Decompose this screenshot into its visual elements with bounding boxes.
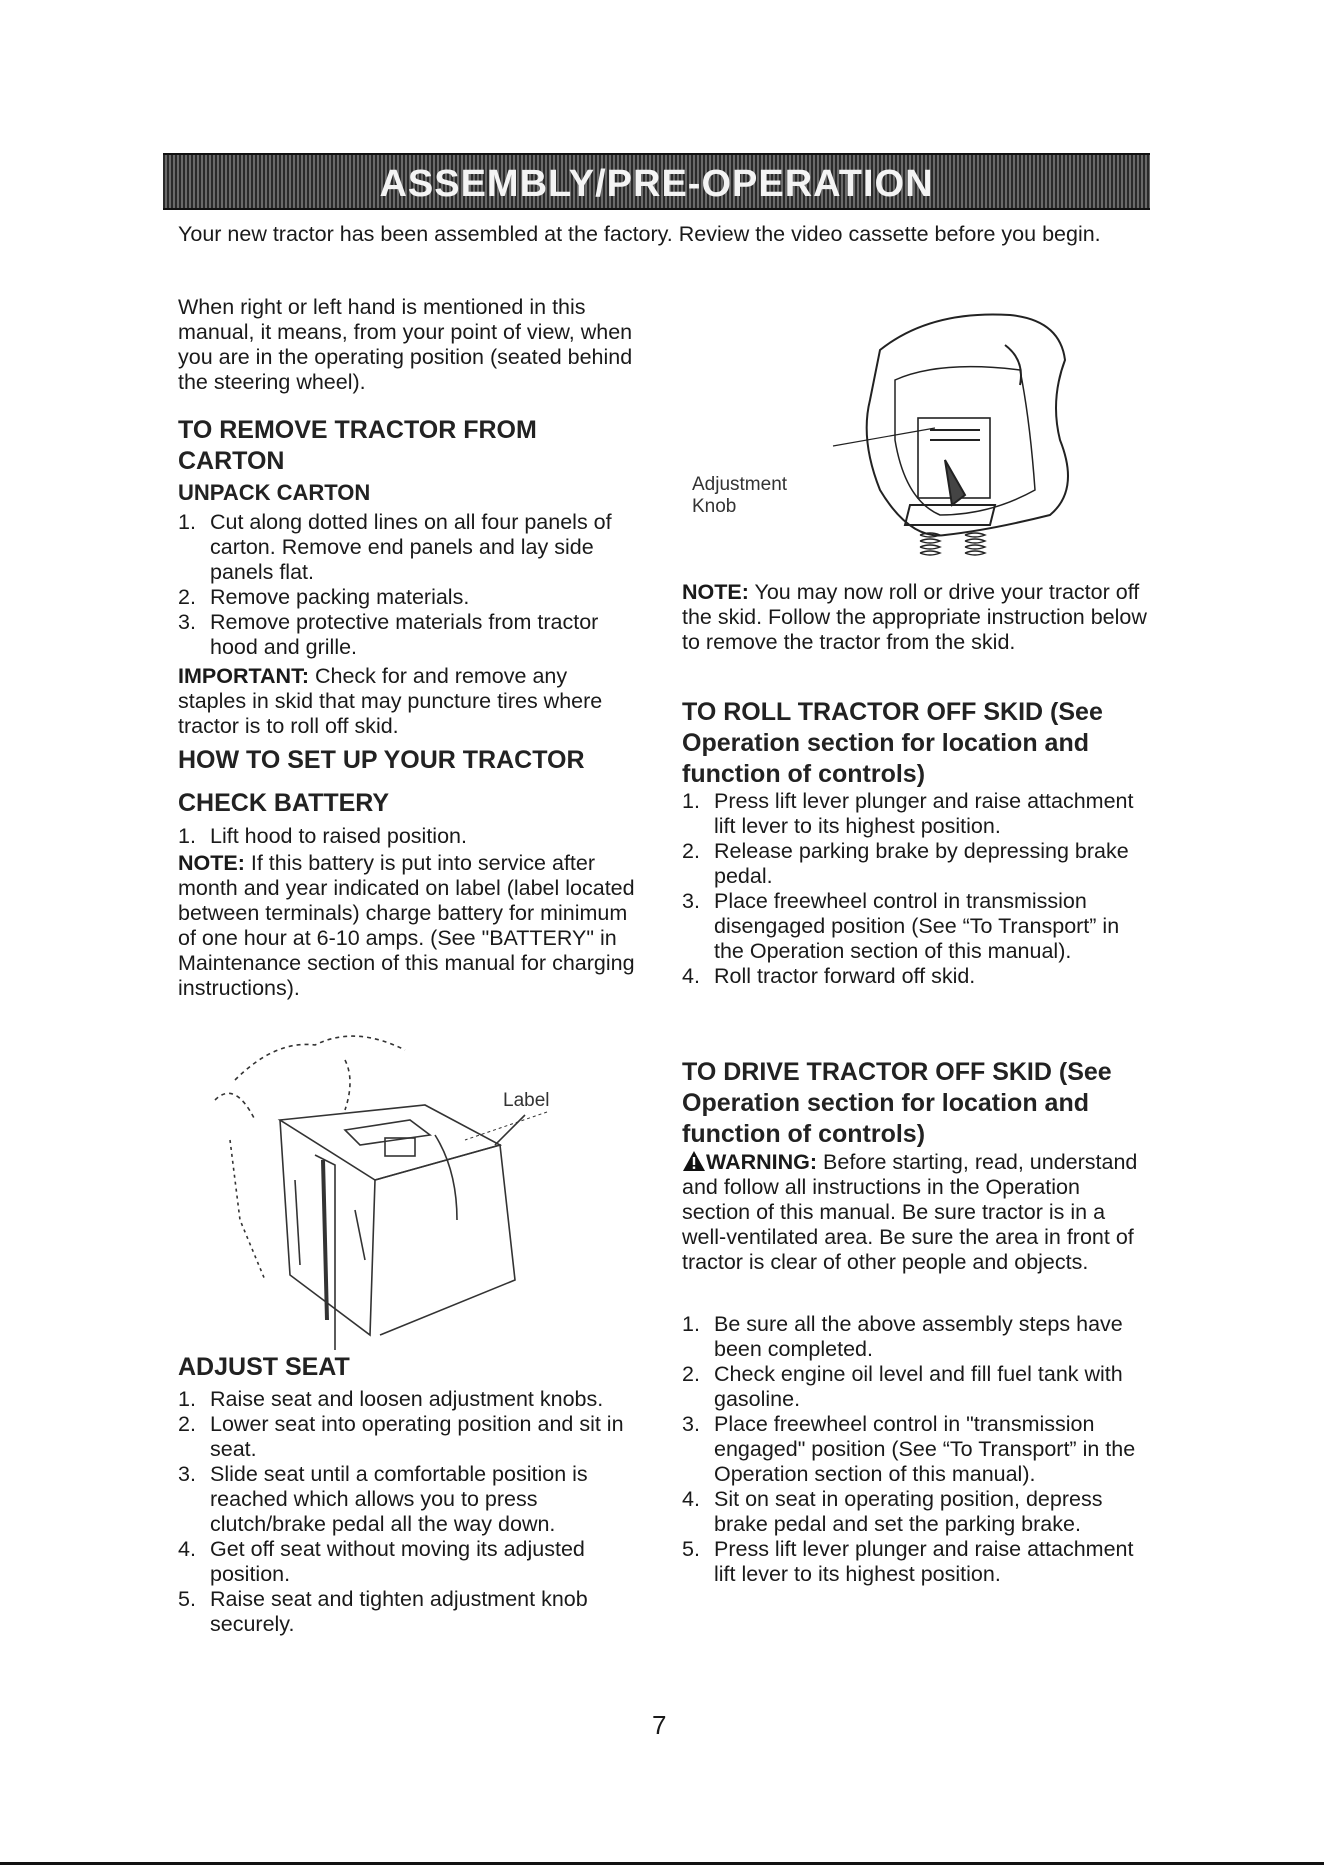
drive-heading: TO DRIVE TRACTOR OFF SKID (See Operation section for location and function of controls)	[682, 1058, 1112, 1148]
section-banner	[163, 153, 1150, 210]
list-item: 1. Raise seat and loosen adjustment knobs.	[178, 1387, 604, 1411]
remove-heading: TO REMOVE TRACTOR FROM CARTON	[178, 416, 537, 475]
important-note: IMPORTANT: Check for and remove any staples in skid that may puncture tires where tractor is to roll off skid.	[178, 664, 603, 738]
drive-steps	[682, 1312, 1150, 1587]
list-item: 2. Check engine oil level and fill fuel tank with gasoline.	[682, 1362, 1123, 1411]
seat-illustration	[690, 290, 1090, 570]
battery-note: NOTE: If this battery is put into service after month and year indicated on label (label located between terminals) charge battery for minimum of one hour at 6-10 amps. (See "BATTERY" in Maintenance section of this manual for charging instructions).	[178, 851, 635, 1000]
list-item: 4. Roll tractor forward off skid.	[682, 964, 976, 988]
seat-steps	[178, 1387, 640, 1637]
warning-triangle-icon	[682, 1150, 706, 1172]
bottom-divider	[0, 1862, 1324, 1865]
adjustment-knob-label: Adjustment Knob	[692, 474, 788, 517]
roll-steps	[682, 789, 1150, 989]
list-item: 5. Press lift lever plunger and raise attachment lift lever to its highest position.	[682, 1537, 1134, 1586]
battery-steps	[178, 824, 640, 849]
seat-heading: ADJUST SEAT	[178, 1353, 350, 1381]
unpack-steps	[178, 510, 640, 660]
list-item: 3. Place freewheel control in "transmission engaged" position (See “To Transport” in the Operation section of this manual).	[682, 1412, 1136, 1486]
page-number: 7	[652, 1710, 667, 1740]
list-item: 2. Lower seat into operating position and sit in seat.	[178, 1412, 624, 1461]
list-item: 4. Get off seat without moving its adjusted position.	[178, 1537, 585, 1586]
section-title: ASSEMBLY/PRE-OPERATION	[379, 163, 934, 205]
battery-illustration	[195, 1020, 565, 1355]
list-item: 1. Lift hood to raised position.	[178, 824, 467, 848]
list-item: 1. Cut along dotted lines on all four panels of carton. Remove end panels and lay side panels flat.	[178, 510, 612, 584]
battery-heading: CHECK BATTERY	[178, 789, 390, 817]
list-item: 2. Release parking brake by depressing brake pedal.	[682, 839, 1129, 888]
skid-note: NOTE: You may now roll or drive your tractor off the skid. Follow the appropriate instruction below to remove the tractor from the skid.	[682, 580, 1147, 654]
list-item: 3. Place freewheel control in transmission disengaged position (See “To Transport” in the Operation section of this manual).	[682, 889, 1120, 963]
intro-text: Your new tractor has been assembled at the factory. Review the video cassette before you begin.	[178, 222, 1101, 246]
list-item: 1. Press lift lever plunger and raise attachment lift lever to its highest position.	[682, 789, 1134, 838]
list-item: 1. Be sure all the above assembly steps have been completed.	[682, 1312, 1123, 1361]
unpack-heading: UNPACK CARTON	[178, 480, 371, 505]
list-item: 3. Remove protective materials from tractor hood and grille.	[178, 610, 599, 659]
roll-heading: TO ROLL TRACTOR OFF SKID (See Operation section for location and function of controls)	[682, 698, 1103, 788]
list-item: 2. Remove packing materials.	[178, 585, 470, 609]
setup-heading: HOW TO SET UP YOUR TRACTOR	[178, 746, 585, 774]
warning-note: WARNING: Before starting, read, understand and follow all instructions in the Operation section of this manual. Be sure tractor is in a well-ventilated area. Be sure the area in front of tractor is clear of other people and objects.	[682, 1150, 1138, 1274]
battery-label-callout: Label	[503, 1090, 550, 1111]
list-item: 4. Sit on seat in operating position, depress brake pedal and set the parking brake.	[682, 1487, 1103, 1536]
list-item: 5. Raise seat and tighten adjustment knob securely.	[178, 1587, 588, 1636]
orientation-text: When right or left hand is mentioned in this manual, it means, from your point of view, when you are in the operating position (seated behind the steering wheel).	[178, 295, 633, 394]
list-item: 3. Slide seat until a comfortable position is reached which allows you to press clutch/brake pedal all the way down.	[178, 1462, 588, 1536]
